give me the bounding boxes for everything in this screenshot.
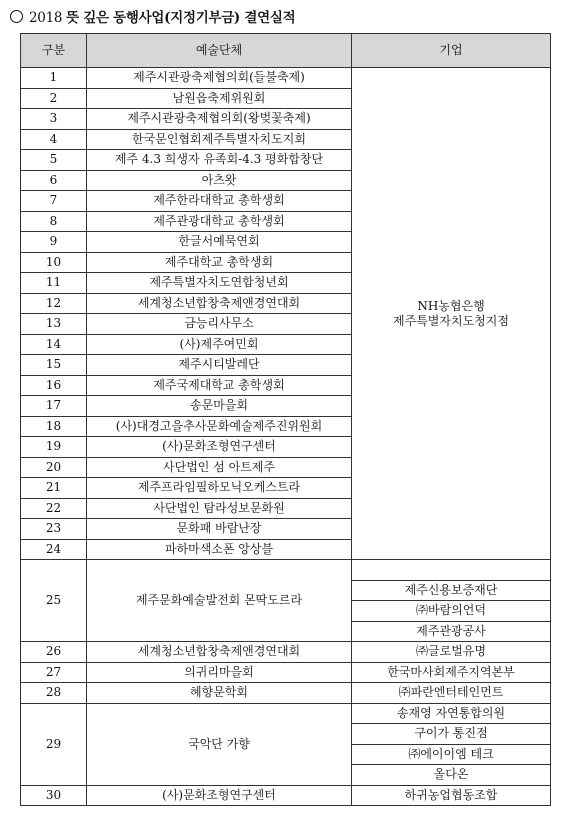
row-number: 6 — [21, 170, 87, 191]
title-text: 뜻 깊은 동행사업(지정기부금) 결연실적 — [66, 10, 296, 26]
arts-org-cell: 제주한라대학교 총학생회 — [87, 191, 352, 212]
header-number: 구분 — [21, 34, 87, 68]
row-number: 20 — [21, 457, 87, 478]
arts-org-cell: 혜향문학회 — [87, 683, 352, 704]
arts-org-cell: 제주대학교 총학생회 — [87, 252, 352, 273]
company-cell: 한국마사회제주지역본부 — [352, 662, 551, 683]
arts-org-cell: 제주국제대학교 총학생회 — [87, 375, 352, 396]
table-row — [21, 785, 551, 806]
company-cell: 제주관광공사 — [352, 621, 551, 642]
company-cell: 구이가 통진점 — [352, 724, 551, 745]
row-number: 3 — [21, 109, 87, 130]
row-number: 19 — [21, 437, 87, 458]
row-number: 4 — [21, 129, 87, 150]
company-cell: ㈜글로벌유명 — [352, 642, 551, 663]
row-number: 7 — [21, 191, 87, 212]
row-number: 11 — [21, 273, 87, 294]
header-company: 기업 — [352, 34, 551, 68]
arts-org-cell: 사단법인 섬 아트제주 — [87, 457, 352, 478]
company-cell-blank — [352, 560, 551, 581]
company-line: 제주특별자치도청지점 — [393, 313, 509, 328]
row-number: 10 — [21, 252, 87, 273]
row-number: 9 — [21, 232, 87, 253]
table-row — [21, 662, 551, 683]
company-cell: 송재영 자연통합의원 — [352, 703, 551, 724]
table-row — [21, 68, 551, 89]
arts-org-cell: 한국문인협회제주특별자치도지회 — [87, 129, 352, 150]
arts-org-cell: 한글서예묵연회 — [87, 232, 352, 253]
arts-org-cell: 송문마을회 — [87, 396, 352, 417]
company-cell: ㈜바람의언덕 — [352, 601, 551, 622]
merged-company-cell — [352, 68, 551, 560]
arts-org-cell: 의귀리마을회 — [87, 662, 352, 683]
arts-org-cell: 파하마색소폰 앙상블 — [87, 539, 352, 560]
row-number: 13 — [21, 314, 87, 335]
arts-org-cell: 제주특별자치도연합청년회 — [87, 273, 352, 294]
arts-org-cell: (사)문화조형연구센터 — [87, 437, 352, 458]
arts-org-cell: 제주시관광축제협의회(왕벚꽃축제) — [87, 109, 352, 130]
title-year: 2018 — [29, 10, 67, 26]
arts-org-cell: 세계청소년합창축제앤경연대회 — [87, 293, 352, 314]
arts-org-cell: 세계청소년합창축제앤경연대회 — [87, 642, 352, 663]
arts-org-cell: 제주시관광축제협의회(들불축제) — [87, 68, 352, 89]
row-number: 17 — [21, 396, 87, 417]
row-number: 30 — [21, 785, 87, 806]
partnership-table — [20, 33, 551, 806]
company-cell: ㈜파란엔터테인먼트 — [352, 683, 551, 704]
arts-org-cell: 문화패 바람난장 — [87, 519, 352, 540]
row-number: 16 — [21, 375, 87, 396]
table-row — [21, 703, 551, 724]
arts-org-cell: (사)제주여민회 — [87, 334, 352, 355]
table-row — [21, 683, 551, 704]
arts-org-cell: 제주 4.3 희생자 유족회-4.3 평화합창단 — [87, 150, 352, 171]
arts-org-cell: 금능리사무소 — [87, 314, 352, 335]
row-number: 18 — [21, 416, 87, 437]
table-row — [21, 560, 551, 581]
arts-org-cell: 제주프라임필하모닉오케스트라 — [87, 478, 352, 499]
row-number: 1 — [21, 68, 87, 89]
row-number: 21 — [21, 478, 87, 499]
arts-org-cell: 제주시티발레단 — [87, 355, 352, 376]
table-row — [21, 642, 551, 663]
company-cell: 하귀농업협동조합 — [352, 785, 551, 806]
header-arts-org: 예술단체 — [87, 34, 352, 68]
header-row — [21, 34, 551, 68]
document-title — [10, 6, 295, 26]
row-number: 8 — [21, 211, 87, 232]
arts-org-cell: (사)문화조형연구센터 — [87, 785, 352, 806]
row-number: 28 — [21, 683, 87, 704]
arts-org-cell: 아츠왓 — [87, 170, 352, 191]
row-number: 2 — [21, 88, 87, 109]
arts-org-cell: 사단법인 탐라성보문화원 — [87, 498, 352, 519]
arts-org-cell: 남원읍축제위원회 — [87, 88, 352, 109]
row-number: 26 — [21, 642, 87, 663]
circle-bullet-icon — [10, 10, 23, 23]
row-number: 23 — [21, 519, 87, 540]
company-cell: ㈜에이이엠 테크 — [352, 744, 551, 765]
company-cell: 제주신용보증재단 — [352, 580, 551, 601]
arts-org-cell: (사)대경고을추사문화예술제주진위원회 — [87, 416, 352, 437]
row-number: 14 — [21, 334, 87, 355]
arts-org-cell: 국악단 가향 — [87, 703, 352, 785]
row-number: 24 — [21, 539, 87, 560]
row-number: 22 — [21, 498, 87, 519]
row-number: 5 — [21, 150, 87, 171]
arts-org-cell: 제주관광대학교 총학생회 — [87, 211, 352, 232]
row-number: 15 — [21, 355, 87, 376]
row-number: 25 — [21, 560, 87, 642]
row-number: 27 — [21, 662, 87, 683]
arts-org-cell: 제주문화예술발전회 몬딱도르라 — [87, 560, 352, 642]
company-line: NH농협은행 — [417, 298, 485, 313]
row-number: 29 — [21, 703, 87, 785]
company-cell: 올다온 — [352, 765, 551, 786]
row-number: 12 — [21, 293, 87, 314]
table-body — [21, 68, 551, 806]
